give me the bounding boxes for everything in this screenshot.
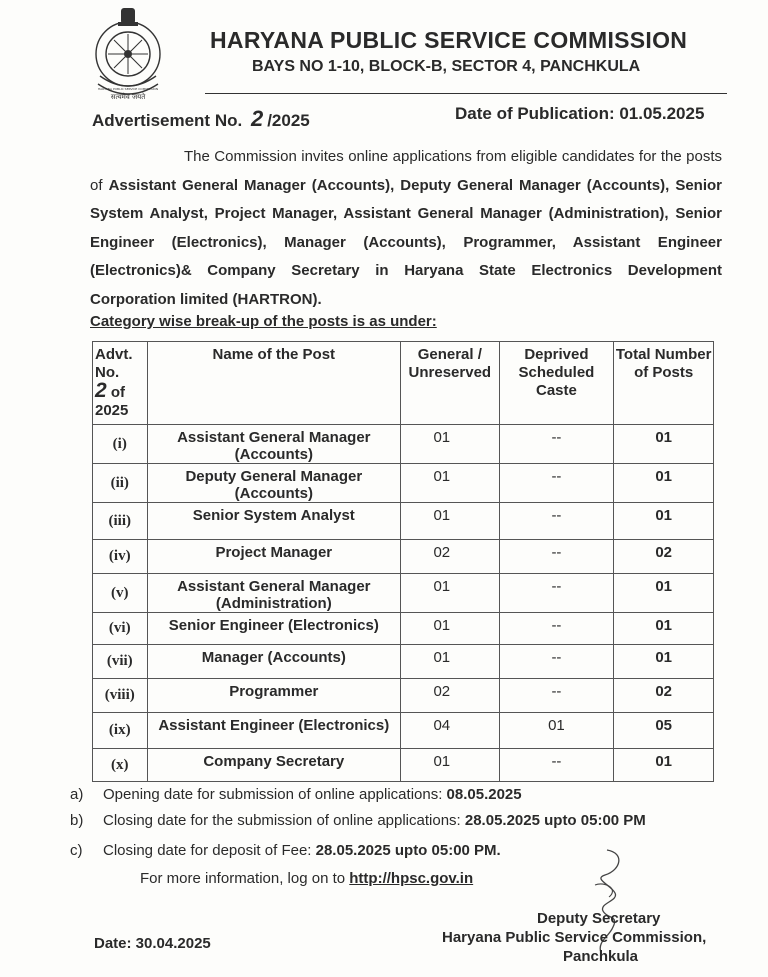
- row-number: (v): [93, 574, 148, 613]
- intro-paragraph: [90, 143, 722, 315]
- note-marker: c): [70, 842, 83, 859]
- advertisement-year: /2025: [267, 111, 310, 130]
- note-marker: a): [70, 786, 84, 803]
- row-general: 01: [401, 464, 500, 503]
- table-header-row: [93, 342, 714, 425]
- row-general: 02: [401, 540, 500, 574]
- row-total: 01: [614, 613, 714, 645]
- emblem-motto: सत्यमेव जयते: [110, 93, 146, 101]
- row-number: (x): [93, 749, 148, 782]
- header-divider: [205, 93, 727, 94]
- signatory-place: Panchkula: [563, 948, 639, 965]
- header-advt-line2: No.: [95, 364, 120, 381]
- row-post-name: Assistant General Manager (Accounts): [147, 425, 401, 464]
- header-dsc: Deprived Scheduled Caste: [499, 342, 614, 425]
- commission-title: HARYANA PUBLIC SERVICE COMMISSION: [210, 27, 688, 53]
- row-dsc: --: [499, 574, 614, 613]
- row-general: 01: [401, 425, 500, 464]
- row-post-name: Senior Engineer (Electronics): [147, 613, 401, 645]
- header-total: Total Number of Posts: [614, 342, 714, 425]
- publication-date: Date of Publication: 01.05.2025: [455, 104, 705, 123]
- header-advt-year: 2025: [95, 402, 129, 419]
- row-dsc: --: [499, 464, 614, 503]
- note-date: 08.05.2025: [446, 786, 522, 803]
- posts-table: [92, 341, 714, 782]
- row-post-name: Senior System Analyst: [147, 503, 401, 540]
- more-info-text: For more information, log on to: [140, 870, 350, 887]
- header-advt-no: [93, 342, 148, 425]
- row-post-name: Assistant General Manager (Administration): [147, 574, 401, 613]
- advertisement-number: [92, 106, 310, 132]
- row-total: 01: [614, 425, 714, 464]
- row-total: 01: [614, 464, 714, 503]
- row-dsc: --: [499, 645, 614, 679]
- row-general: 01: [401, 503, 500, 540]
- row-dsc: --: [499, 613, 614, 645]
- signatory-designation: Deputy Secretary: [537, 910, 661, 927]
- table-row: [93, 613, 714, 645]
- row-post-name: Company Secretary: [147, 749, 401, 782]
- row-total: 01: [614, 749, 714, 782]
- signatory-office: Haryana Public Service Commission,: [442, 929, 707, 946]
- table-row: [93, 574, 714, 613]
- advertisement-label: Advertisement No.: [92, 111, 243, 130]
- row-number: (i): [93, 425, 148, 464]
- row-number: (viii): [93, 679, 148, 713]
- row-general: 01: [401, 749, 500, 782]
- row-general: 04: [401, 713, 500, 749]
- row-post-name: Assistant Engineer (Electronics): [147, 713, 401, 749]
- row-general: 01: [401, 574, 500, 613]
- row-number: (ix): [93, 713, 148, 749]
- row-total: 05: [614, 713, 714, 749]
- row-general: 02: [401, 679, 500, 713]
- note-date: 28.05.2025 upto 05:00 PM.: [315, 842, 501, 859]
- header-advt-number: 2: [95, 379, 107, 402]
- row-dsc: --: [499, 540, 614, 574]
- row-dsc: --: [499, 679, 614, 713]
- row-dsc: 01: [499, 713, 614, 749]
- row-general: 01: [401, 645, 500, 679]
- table-row: [93, 540, 714, 574]
- note-marker: b): [70, 812, 84, 829]
- row-number: (iii): [93, 503, 148, 540]
- row-total: 01: [614, 503, 714, 540]
- row-total: 02: [614, 540, 714, 574]
- table-row: [93, 679, 714, 713]
- header-advt-line1: Advt.: [95, 346, 133, 363]
- note-text: Closing date for deposit of Fee:: [103, 842, 316, 859]
- table-row: [93, 464, 714, 503]
- row-dsc: --: [499, 425, 614, 464]
- note-text: Opening date for submission of online applications:: [103, 786, 447, 803]
- note-date: 28.05.2025 upto 05:00 PM: [464, 812, 646, 829]
- header-general: General / Unreserved: [401, 342, 500, 425]
- table-row: [93, 425, 714, 464]
- table-row: [93, 713, 714, 749]
- header-post-name: Name of the Post: [147, 342, 401, 425]
- row-post-name: Programmer: [147, 679, 401, 713]
- row-number: (ii): [93, 464, 148, 503]
- advertisement-number-value: 2: [250, 106, 264, 131]
- row-post-name: Deputy General Manager (Accounts): [147, 464, 401, 503]
- commission-address: BAYS NO 1-10, BLOCK-B, SECTOR 4, PANCHKULA: [252, 58, 641, 75]
- note-text: Closing date for the submission of online applications:: [103, 812, 465, 829]
- row-total: 01: [614, 574, 714, 613]
- row-general: 01: [401, 613, 500, 645]
- row-total: 02: [614, 679, 714, 713]
- row-number: (vi): [93, 613, 148, 645]
- row-number: (iv): [93, 540, 148, 574]
- intro-posts-list: Assistant General Manager (Accounts), Deputy General Manager (Accounts), Senior System Analyst, Project Manager, Assistant General Manager (Administration), Senior Engineer (Electronics), Manager (Accounts), Programmer, Assistant Engineer (Electronics)& Company Secretary in Haryana State Electronics Development Corporation limited (HARTRON).: [90, 176, 722, 308]
- more-info: [140, 870, 473, 887]
- intro-prefix: posts of: [90, 148, 723, 194]
- row-total: 01: [614, 645, 714, 679]
- row-post-name: Manager (Accounts): [147, 645, 401, 679]
- hpsc-emblem-logo: [88, 4, 168, 104]
- issue-date: Date: 30.04.2025: [94, 935, 211, 952]
- breakup-heading: Category wise break-up of the posts is as under:: [90, 313, 437, 330]
- row-dsc: --: [499, 503, 614, 540]
- table-row: [93, 645, 714, 679]
- intro-line-1: The Commission invites online applications from eligible candidates for the: [184, 148, 682, 165]
- row-number: (vii): [93, 645, 148, 679]
- row-dsc: --: [499, 749, 614, 782]
- table-row: [93, 749, 714, 782]
- header-advt-of: of: [106, 384, 126, 401]
- row-post-name: Project Manager: [147, 540, 401, 574]
- hpsc-website-link[interactable]: http://hpsc.gov.in: [349, 870, 474, 887]
- emblem-ring-text: HARYANA PUBLIC SERVICE COMMISSION: [97, 87, 159, 91]
- table-row: [93, 503, 714, 540]
